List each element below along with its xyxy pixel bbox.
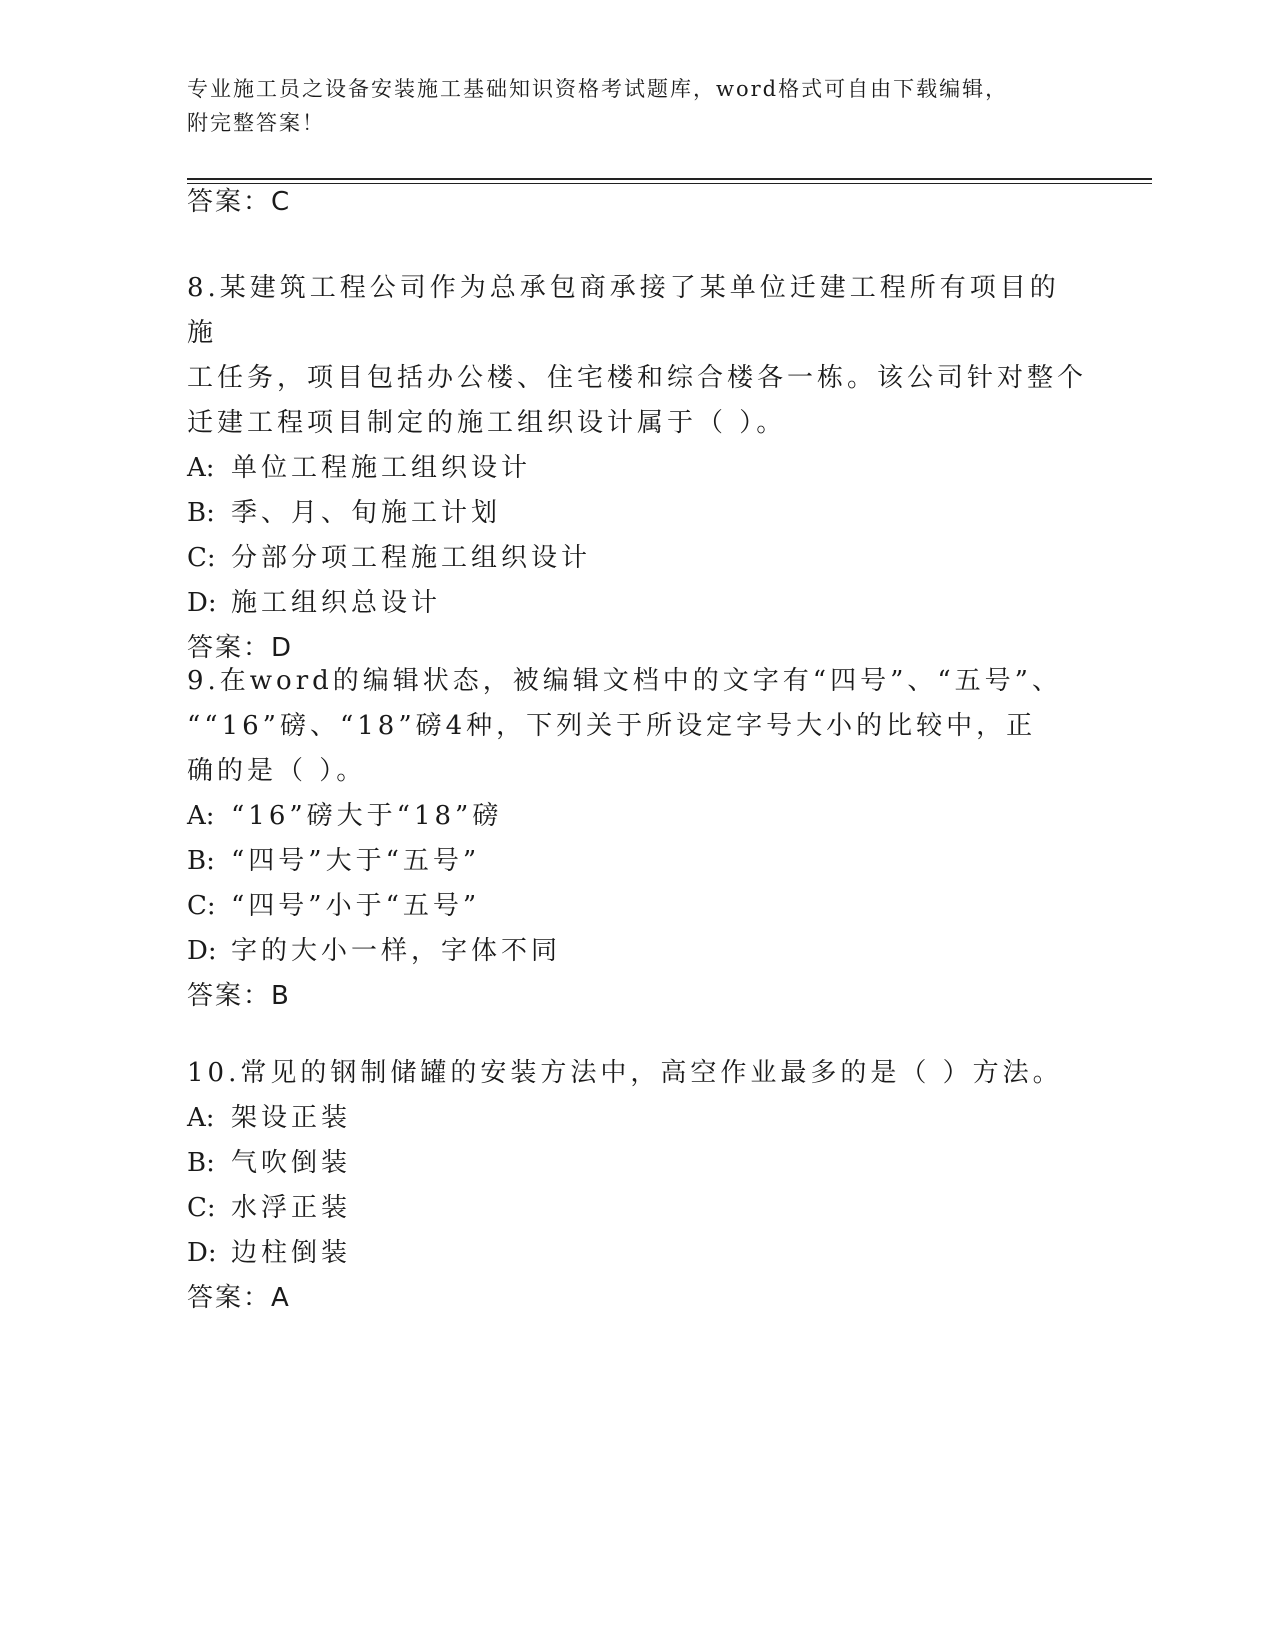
answer: 答案：D: [187, 633, 294, 663]
option-key: B:: [187, 1148, 215, 1178]
option-key: B:: [187, 846, 215, 876]
option-a: [187, 446, 1087, 491]
option-text: “16”磅大于“18”磅: [231, 801, 503, 831]
option-c: [187, 884, 1087, 929]
option-text: 水浮正装: [231, 1193, 352, 1223]
previous-answer: 答案：C: [187, 187, 292, 217]
option-a: [187, 1096, 1087, 1141]
question-text-line: 确的是（ ）。: [187, 756, 367, 786]
question-9: [187, 659, 1087, 1018]
option-text: 字的大小一样，字体不同: [231, 936, 562, 966]
option-key: C:: [187, 891, 216, 921]
option-b: [187, 839, 1087, 884]
option-key: A:: [187, 801, 215, 831]
option-b: [187, 1141, 1087, 1186]
option-c: [187, 536, 1087, 581]
option-text: “四号”小于“五号”: [231, 891, 481, 921]
question-text-line: 8.某建筑工程公司作为总承包商承接了某单位迁建工程所有项目的施: [187, 273, 1060, 348]
answer: 答案：A: [187, 1283, 291, 1313]
option-text: 分部分项工程施工组织设计: [231, 543, 592, 573]
option-d: [187, 1231, 1087, 1276]
document-header: [187, 72, 1067, 140]
answer: 答案：B: [187, 981, 291, 1011]
option-key: A:: [187, 1103, 215, 1133]
option-key: B:: [187, 498, 215, 528]
header-line-2: 附完整答案！: [187, 111, 325, 135]
option-text: 单位工程施工组织设计: [231, 453, 532, 483]
question-10: [187, 1051, 1087, 1320]
question-8: [187, 266, 1087, 670]
option-text: “四号”大于“五号”: [231, 846, 481, 876]
option-d: [187, 581, 1087, 626]
option-key: A:: [187, 453, 215, 483]
question-text-line: 10.常见的钢制储罐的安装方法中，高空作业最多的是（ ）方法。: [187, 1058, 1063, 1088]
option-key: D:: [187, 1238, 217, 1268]
option-c: [187, 1186, 1087, 1231]
option-a: [187, 794, 1087, 839]
option-d: [187, 929, 1087, 974]
question-text-line: 迁建工程项目制定的施工组织设计属于（ ）。: [187, 408, 787, 438]
option-text: 架设正装: [231, 1103, 352, 1133]
option-key: C:: [187, 543, 216, 573]
option-key: D:: [187, 936, 217, 966]
question-text-line: 工任务，项目包括办公楼、住宅楼和综合楼各一栋。该公司针对整个: [187, 363, 1088, 393]
option-b: [187, 491, 1087, 536]
option-key: C:: [187, 1193, 216, 1223]
option-text: 季、月、旬施工计划: [231, 498, 502, 528]
header-line-1: 专业施工员之设备安装施工基础知识资格考试题库，word格式可自由下载编辑，: [187, 77, 1009, 101]
option-text: 气吹倒装: [231, 1148, 352, 1178]
option-text: 边柱倒装: [231, 1238, 352, 1268]
question-text-line: ““16”磅、“18”磅4种，下列关于所设定字号大小的比较中，正: [187, 711, 1037, 741]
option-text: 施工组织总设计: [231, 588, 442, 618]
question-text-line: 9.在word的编辑状态，被编辑文档中的文字有“四号”、“五号”、: [187, 666, 1062, 696]
option-key: D:: [187, 588, 217, 618]
